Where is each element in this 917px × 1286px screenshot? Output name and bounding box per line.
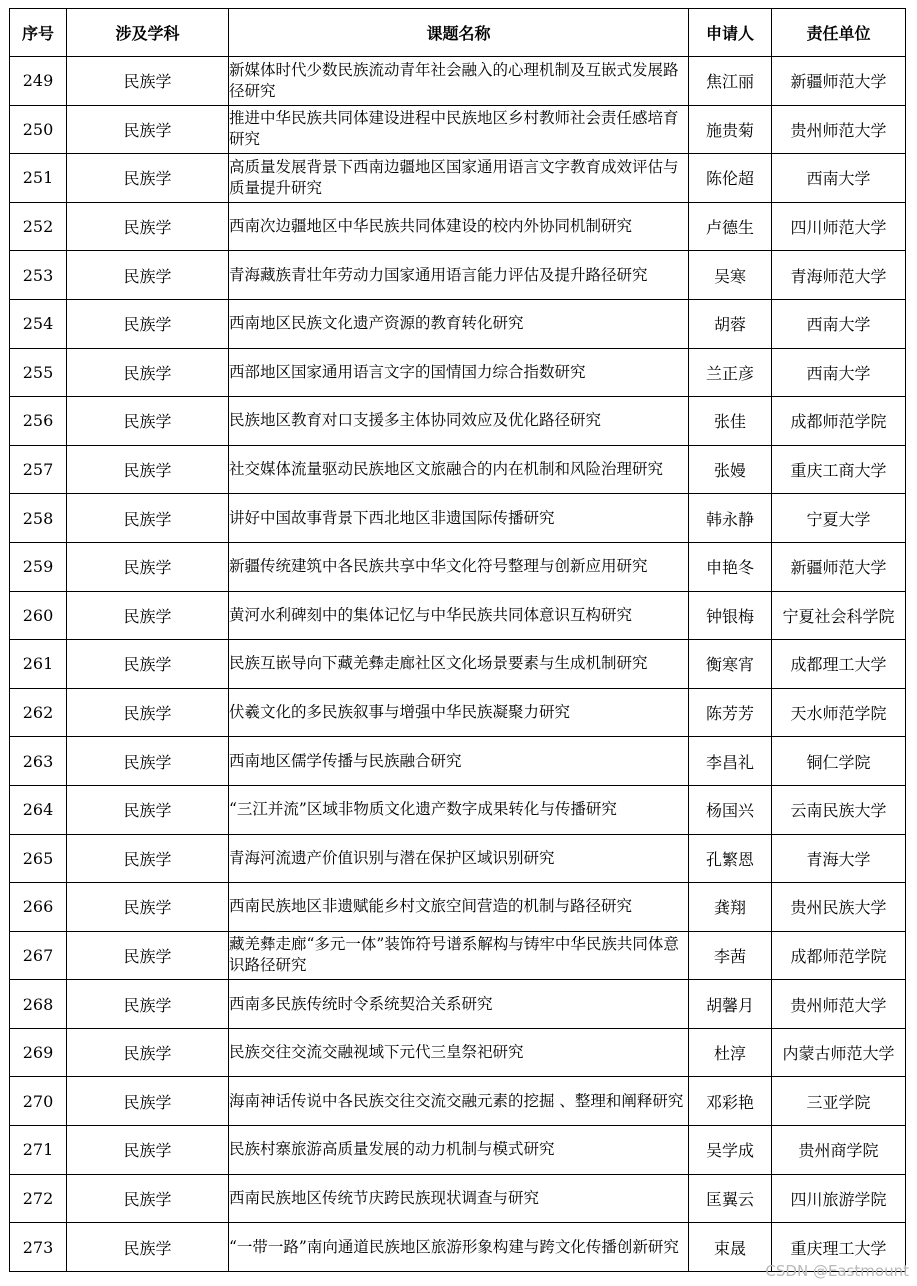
table-row bbox=[10, 494, 906, 543]
row-number: 262 bbox=[10, 688, 67, 737]
row-subject: 民族学 bbox=[67, 154, 229, 203]
row-number: 263 bbox=[10, 737, 67, 786]
watermark: CSDN @Eastmount bbox=[765, 1262, 909, 1280]
row-title: 民族交往交流交融视域下元代三皇祭祀研究 bbox=[229, 1028, 689, 1077]
row-applicant: 邓彩艳 bbox=[689, 1077, 772, 1126]
row-unit: 西南大学 bbox=[772, 299, 906, 348]
row-subject: 民族学 bbox=[67, 57, 229, 106]
row-applicant: 吴寒 bbox=[689, 251, 772, 300]
table-row bbox=[10, 883, 906, 932]
row-number: 273 bbox=[10, 1223, 67, 1272]
row-applicant: 胡馨月 bbox=[689, 980, 772, 1029]
row-number: 270 bbox=[10, 1077, 67, 1126]
table-row bbox=[10, 1174, 906, 1223]
table-row bbox=[10, 202, 906, 251]
row-number: 269 bbox=[10, 1028, 67, 1077]
row-subject: 民族学 bbox=[67, 1077, 229, 1126]
row-subject: 民族学 bbox=[67, 737, 229, 786]
row-applicant: 衡寒宵 bbox=[689, 640, 772, 689]
row-unit: 宁夏社会科学院 bbox=[772, 591, 906, 640]
row-subject: 民族学 bbox=[67, 494, 229, 543]
row-subject: 民族学 bbox=[67, 980, 229, 1029]
row-title: 伏羲文化的多民族叙事与增强中华民族凝聚力研究 bbox=[229, 688, 689, 737]
row-title: 民族村寨旅游高质量发展的动力机制与模式研究 bbox=[229, 1126, 689, 1175]
table-row bbox=[10, 57, 906, 106]
row-unit: 新疆师范大学 bbox=[772, 542, 906, 591]
row-number: 266 bbox=[10, 883, 67, 932]
row-subject: 民族学 bbox=[67, 105, 229, 154]
header-row bbox=[10, 9, 906, 57]
row-applicant: 陈伦超 bbox=[689, 154, 772, 203]
row-applicant: 卢德生 bbox=[689, 202, 772, 251]
row-unit: 天水师范学院 bbox=[772, 688, 906, 737]
row-applicant: 张嫚 bbox=[689, 445, 772, 494]
row-subject: 民族学 bbox=[67, 931, 229, 980]
row-applicant: 吴学成 bbox=[689, 1126, 772, 1175]
row-number: 259 bbox=[10, 542, 67, 591]
row-title: 青海藏族青壮年劳动力国家通用语言能力评估及提升路径研究 bbox=[229, 251, 689, 300]
row-unit: 贵州师范大学 bbox=[772, 980, 906, 1029]
row-title: 新媒体时代少数民族流动青年社会融入的心理机制及互嵌式发展路径研究 bbox=[229, 57, 689, 106]
row-unit: 西南大学 bbox=[772, 154, 906, 203]
row-applicant: 匡翼云 bbox=[689, 1174, 772, 1223]
table-body bbox=[10, 57, 906, 1272]
row-subject: 民族学 bbox=[67, 251, 229, 300]
header-applicant: 申请人 bbox=[689, 9, 772, 57]
table-row bbox=[10, 299, 906, 348]
row-number: 251 bbox=[10, 154, 67, 203]
row-applicant: 施贵菊 bbox=[689, 105, 772, 154]
row-title: 民族地区教育对口支援多主体协同效应及优化路径研究 bbox=[229, 397, 689, 446]
header-title: 课题名称 bbox=[229, 9, 689, 57]
row-applicant: 胡蓉 bbox=[689, 299, 772, 348]
row-subject: 民族学 bbox=[67, 202, 229, 251]
row-title: 讲好中国故事背景下西北地区非遗国际传播研究 bbox=[229, 494, 689, 543]
row-title: 推进中华民族共同体建设进程中民族地区乡村教师社会责任感培育研究 bbox=[229, 105, 689, 154]
row-number: 249 bbox=[10, 57, 67, 106]
row-unit: 贵州商学院 bbox=[772, 1126, 906, 1175]
row-number: 250 bbox=[10, 105, 67, 154]
row-title: 藏羌彝走廊“多元一体”装饰符号谱系解构与铸牢中华民族共同体意识路径研究 bbox=[229, 931, 689, 980]
row-number: 264 bbox=[10, 785, 67, 834]
row-number: 255 bbox=[10, 348, 67, 397]
row-title: “三江并流”区域非物质文化遗产数字成果转化与传播研究 bbox=[229, 785, 689, 834]
table-row bbox=[10, 688, 906, 737]
row-number: 261 bbox=[10, 640, 67, 689]
row-subject: 民族学 bbox=[67, 397, 229, 446]
table-row bbox=[10, 931, 906, 980]
table-row bbox=[10, 834, 906, 883]
row-applicant: 李昌礼 bbox=[689, 737, 772, 786]
row-applicant: 龚翔 bbox=[689, 883, 772, 932]
row-unit: 青海师范大学 bbox=[772, 251, 906, 300]
row-title: 高质量发展背景下西南边疆地区国家通用语言文字教育成效评估与质量提升研究 bbox=[229, 154, 689, 203]
row-subject: 民族学 bbox=[67, 785, 229, 834]
row-applicant: 李茜 bbox=[689, 931, 772, 980]
row-number: 256 bbox=[10, 397, 67, 446]
row-number: 268 bbox=[10, 980, 67, 1029]
row-number: 258 bbox=[10, 494, 67, 543]
row-number: 267 bbox=[10, 931, 67, 980]
row-subject: 民族学 bbox=[67, 834, 229, 883]
row-subject: 民族学 bbox=[67, 1028, 229, 1077]
row-subject: 民族学 bbox=[67, 640, 229, 689]
project-table bbox=[9, 8, 906, 1272]
row-title: 西南多民族传统时令系统契洽关系研究 bbox=[229, 980, 689, 1029]
row-number: 254 bbox=[10, 299, 67, 348]
row-applicant: 孔繁恩 bbox=[689, 834, 772, 883]
row-number: 253 bbox=[10, 251, 67, 300]
row-title: 西南民族地区传统节庆跨民族现状调查与研究 bbox=[229, 1174, 689, 1223]
row-title: 西南地区民族文化遗产资源的教育转化研究 bbox=[229, 299, 689, 348]
table-row bbox=[10, 1126, 906, 1175]
row-subject: 民族学 bbox=[67, 688, 229, 737]
row-number: 271 bbox=[10, 1126, 67, 1175]
row-applicant: 杜淳 bbox=[689, 1028, 772, 1077]
row-title: 黄河水利碑刻中的集体记忆与中华民族共同体意识互构研究 bbox=[229, 591, 689, 640]
row-subject: 民族学 bbox=[67, 445, 229, 494]
table-row bbox=[10, 348, 906, 397]
row-unit: 成都师范学院 bbox=[772, 397, 906, 446]
row-unit: 成都师范学院 bbox=[772, 931, 906, 980]
row-applicant: 兰正彦 bbox=[689, 348, 772, 397]
table-row bbox=[10, 542, 906, 591]
row-unit: 重庆理工大学 bbox=[772, 1223, 906, 1272]
table-row bbox=[10, 1077, 906, 1126]
row-unit: 西南大学 bbox=[772, 348, 906, 397]
table-row bbox=[10, 154, 906, 203]
row-applicant: 束晟 bbox=[689, 1223, 772, 1272]
table-row bbox=[10, 737, 906, 786]
row-unit: 铜仁学院 bbox=[772, 737, 906, 786]
row-applicant: 韩永静 bbox=[689, 494, 772, 543]
row-title: 西南民族地区非遗赋能乡村文旅空间营造的机制与路径研究 bbox=[229, 883, 689, 932]
row-title: 社交媒体流量驱动民族地区文旅融合的内在机制和风险治理研究 bbox=[229, 445, 689, 494]
row-unit: 云南民族大学 bbox=[772, 785, 906, 834]
row-unit: 内蒙古师范大学 bbox=[772, 1028, 906, 1077]
row-unit: 成都理工大学 bbox=[772, 640, 906, 689]
row-subject: 民族学 bbox=[67, 1174, 229, 1223]
row-unit: 贵州民族大学 bbox=[772, 883, 906, 932]
header-no: 序号 bbox=[10, 9, 67, 57]
table-row bbox=[10, 1028, 906, 1077]
row-number: 272 bbox=[10, 1174, 67, 1223]
row-applicant: 张佳 bbox=[689, 397, 772, 446]
row-title: 海南神话传说中各民族交往交流交融元素的挖掘 、整理和阐释研究 bbox=[229, 1077, 689, 1126]
row-title: 民族互嵌导向下藏羌彝走廊社区文化场景要素与生成机制研究 bbox=[229, 640, 689, 689]
row-applicant: 申艳冬 bbox=[689, 542, 772, 591]
table-row bbox=[10, 445, 906, 494]
table-row bbox=[10, 591, 906, 640]
row-applicant: 钟银梅 bbox=[689, 591, 772, 640]
row-subject: 民族学 bbox=[67, 591, 229, 640]
row-unit: 四川师范大学 bbox=[772, 202, 906, 251]
table-row bbox=[10, 785, 906, 834]
row-number: 265 bbox=[10, 834, 67, 883]
row-subject: 民族学 bbox=[67, 542, 229, 591]
row-number: 252 bbox=[10, 202, 67, 251]
row-applicant: 焦江丽 bbox=[689, 57, 772, 106]
row-subject: 民族学 bbox=[67, 299, 229, 348]
row-applicant: 陈芳芳 bbox=[689, 688, 772, 737]
row-number: 260 bbox=[10, 591, 67, 640]
row-title: 西南次边疆地区中华民族共同体建设的校内外协同机制研究 bbox=[229, 202, 689, 251]
row-title: 西部地区国家通用语言文字的国情国力综合指数研究 bbox=[229, 348, 689, 397]
row-unit: 新疆师范大学 bbox=[772, 57, 906, 106]
row-title: 新疆传统建筑中各民族共享中华文化符号整理与创新应用研究 bbox=[229, 542, 689, 591]
row-subject: 民族学 bbox=[67, 883, 229, 932]
header-subject: 涉及学科 bbox=[67, 9, 229, 57]
header-unit: 责任单位 bbox=[772, 9, 906, 57]
row-unit: 宁夏大学 bbox=[772, 494, 906, 543]
row-unit: 重庆工商大学 bbox=[772, 445, 906, 494]
row-subject: 民族学 bbox=[67, 348, 229, 397]
row-unit: 青海大学 bbox=[772, 834, 906, 883]
row-title: “一带一路”南向通道民族地区旅游形象构建与跨文化传播创新研究 bbox=[229, 1223, 689, 1272]
row-subject: 民族学 bbox=[67, 1223, 229, 1272]
row-title: 青海河流遗产价值识别与潜在保护区域识别研究 bbox=[229, 834, 689, 883]
table-row bbox=[10, 640, 906, 689]
row-unit: 贵州师范大学 bbox=[772, 105, 906, 154]
row-subject: 民族学 bbox=[67, 1126, 229, 1175]
row-applicant: 杨国兴 bbox=[689, 785, 772, 834]
row-unit: 三亚学院 bbox=[772, 1077, 906, 1126]
row-number: 257 bbox=[10, 445, 67, 494]
table-row bbox=[10, 980, 906, 1029]
table-row bbox=[10, 397, 906, 446]
table-row bbox=[10, 105, 906, 154]
row-title: 西南地区儒学传播与民族融合研究 bbox=[229, 737, 689, 786]
table-row bbox=[10, 251, 906, 300]
row-unit: 四川旅游学院 bbox=[772, 1174, 906, 1223]
